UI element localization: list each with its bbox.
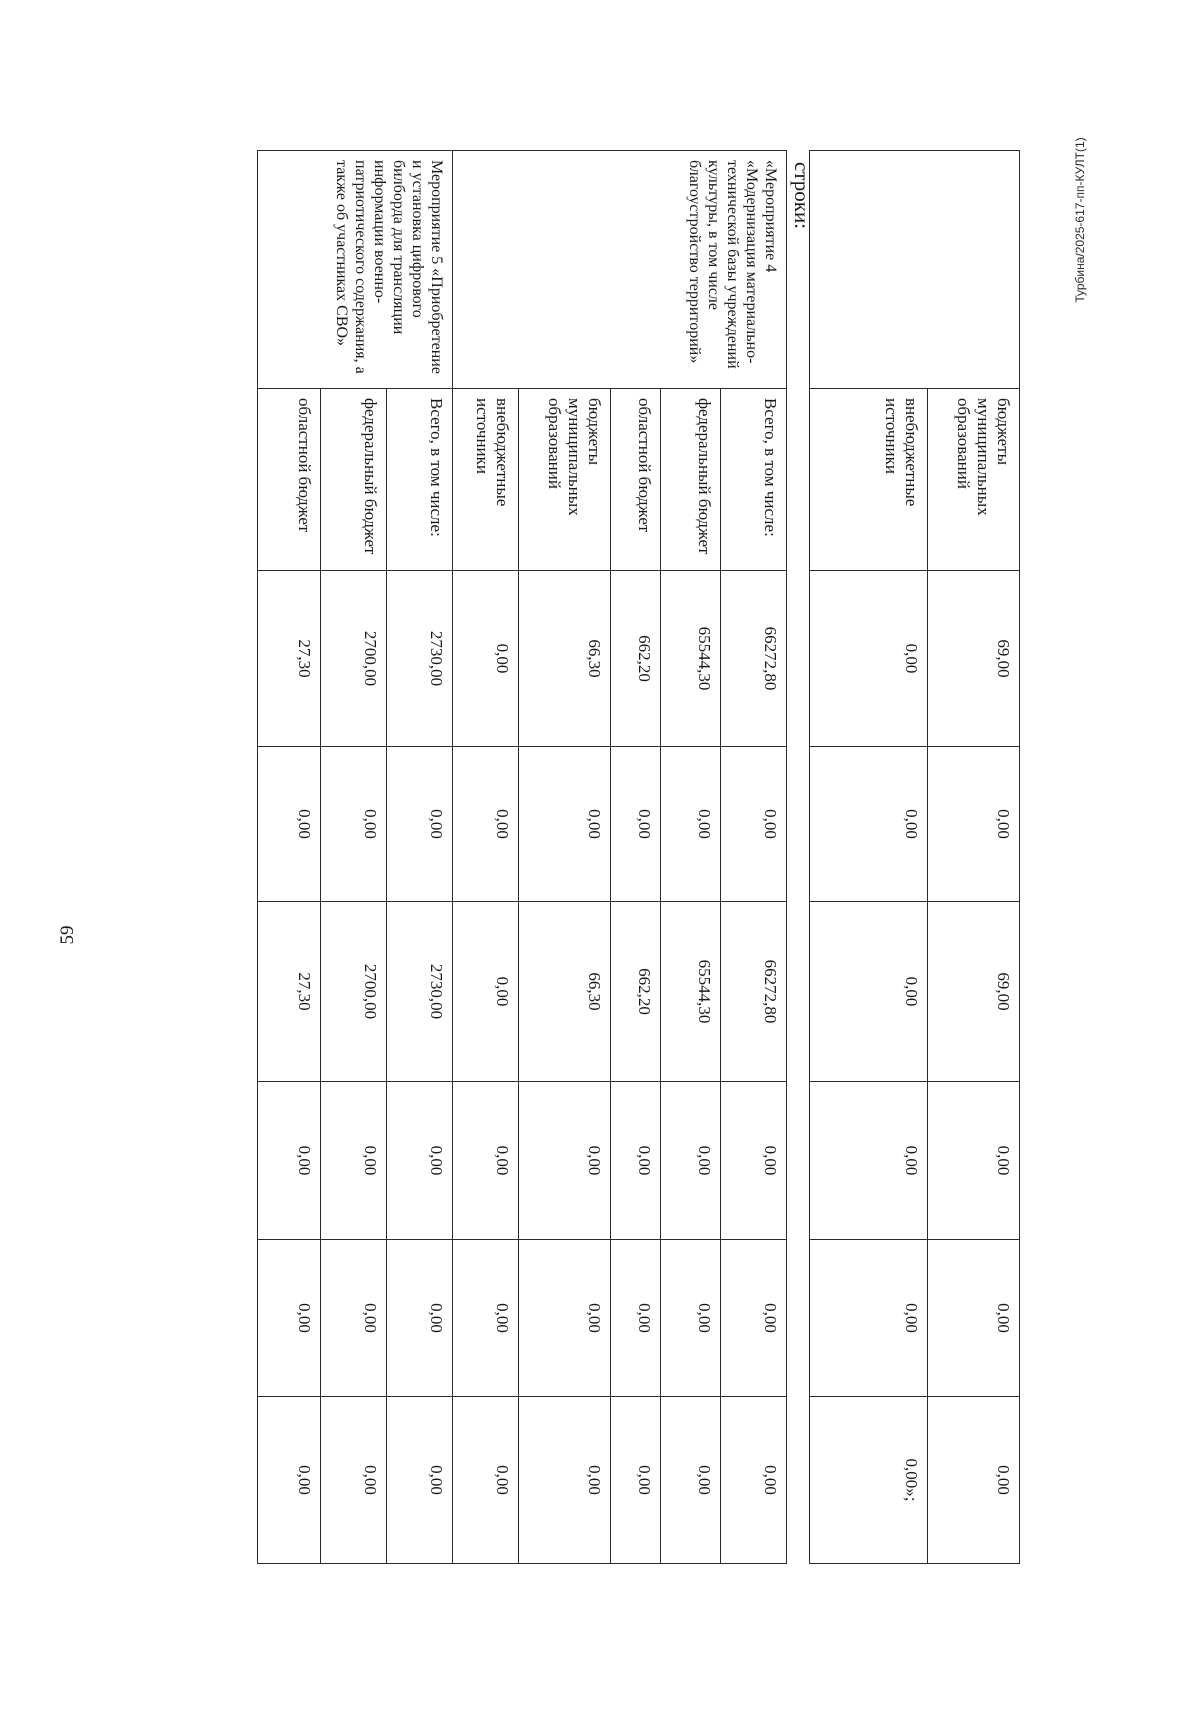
value-cell: 0,00 bbox=[258, 1082, 321, 1240]
event-cell bbox=[810, 151, 1020, 389]
value-cell: 66272,80 bbox=[721, 571, 787, 747]
value-cell: 0,00 bbox=[810, 1240, 928, 1397]
value-cell: 0,00 bbox=[387, 1240, 453, 1397]
value-cell: 0,00 bbox=[387, 1082, 453, 1240]
value-cell: 69,00 bbox=[928, 571, 1020, 747]
value-cell: 0,00 bbox=[721, 1082, 787, 1240]
value-cell: 0,00 bbox=[928, 1397, 1020, 1564]
value-cell: 0,00 bbox=[519, 1397, 611, 1564]
value-cell: 0,00»; bbox=[810, 1397, 928, 1564]
value-cell: 0,00 bbox=[611, 1240, 661, 1397]
value-cell: 0,00 bbox=[611, 747, 661, 902]
value-cell: 0,00 bbox=[721, 747, 787, 902]
funding-source-cell: внебюджетные источники bbox=[810, 389, 928, 571]
funding-source-cell: федеральный бюджет bbox=[321, 389, 387, 571]
value-cell: 0,00 bbox=[258, 1240, 321, 1397]
event-cell: Мероприятие 5 «Приобретение и установка цифрового билборда для трансляции информации военно-патриотического содержания, а также об участниках СВО» bbox=[258, 151, 453, 389]
value-cell: 0,00 bbox=[321, 1082, 387, 1240]
value-cell: 0,00 bbox=[661, 1082, 721, 1240]
bottom-table-body bbox=[258, 151, 787, 1661]
document-code: Турбина/2025-617-пп-КУЛТ(1) bbox=[1073, 137, 1087, 303]
value-cell: 0,00 bbox=[810, 747, 928, 902]
value-cell: 0,00 bbox=[519, 747, 611, 902]
funding-source-cell: федеральный бюджет bbox=[661, 389, 721, 571]
value-cell: 0,00 bbox=[611, 1082, 661, 1240]
value-cell: 2700,00 bbox=[321, 571, 387, 747]
funding-source-cell: Всего, в том числе: bbox=[387, 389, 453, 571]
value-cell: 0,00 bbox=[928, 1082, 1020, 1240]
value-cell: 27,30 bbox=[258, 902, 321, 1082]
value-cell: 0,00 bbox=[258, 1397, 321, 1564]
value-cell: 0,00 bbox=[810, 571, 928, 747]
value-cell: 0,00 bbox=[721, 1240, 787, 1397]
value-cell: 2730,00 bbox=[387, 571, 453, 747]
value-cell: 0,00 bbox=[453, 571, 519, 747]
value-cell: 0,00 bbox=[321, 747, 387, 902]
value-cell: 0,00 bbox=[519, 1082, 611, 1240]
bottom-table bbox=[257, 150, 787, 1661]
value-cell: 0,00 bbox=[810, 902, 928, 1082]
value-cell: 0,00 bbox=[810, 1082, 928, 1240]
event-cell: «Мероприятие 4 «Модернизация материально-технической базы учреждений культуры, в том числе благоустройство территорий» bbox=[453, 151, 787, 389]
value-cell: 66,30 bbox=[519, 902, 611, 1082]
value-cell: 0,00 bbox=[453, 902, 519, 1082]
value-cell: 0,00 bbox=[721, 1397, 787, 1564]
funding-source-cell: бюджеты муниципальных образований bbox=[928, 389, 1020, 571]
funding-source-cell: внебюджетные источники bbox=[453, 389, 519, 571]
value-cell: 0,00 bbox=[321, 1240, 387, 1397]
table-row bbox=[928, 151, 1020, 1661]
value-cell: 0,00 bbox=[453, 747, 519, 902]
value-cell: 0,00 bbox=[387, 747, 453, 902]
value-cell: 65544,30 bbox=[661, 571, 721, 747]
value-cell: 66272,80 bbox=[721, 902, 787, 1082]
value-cell: 0,00 bbox=[661, 1397, 721, 1564]
value-cell: 0,00 bbox=[387, 1397, 453, 1564]
table-row bbox=[387, 151, 453, 1661]
rotated-page-content bbox=[160, 150, 1020, 1660]
funding-source-cell: бюджеты муниципальных образований bbox=[519, 389, 611, 571]
value-cell: 0,00 bbox=[321, 1397, 387, 1564]
funding-source-cell: областной бюджет bbox=[611, 389, 661, 571]
value-cell: 662,20 bbox=[611, 902, 661, 1082]
funding-source-cell: Всего, в том числе: bbox=[721, 389, 787, 571]
value-cell: 0,00 bbox=[661, 747, 721, 902]
value-cell: 0,00 bbox=[453, 1397, 519, 1564]
value-cell: 2700,00 bbox=[321, 902, 387, 1082]
value-cell: 0,00 bbox=[611, 1397, 661, 1564]
value-cell: 66,30 bbox=[519, 571, 611, 747]
value-cell: 0,00 bbox=[453, 1240, 519, 1397]
value-cell: 0,00 bbox=[258, 747, 321, 902]
value-cell: 0,00 bbox=[928, 747, 1020, 902]
top-table-body bbox=[810, 151, 1020, 1661]
section-label: строки: bbox=[790, 162, 814, 230]
value-cell: 27,30 bbox=[258, 571, 321, 747]
value-cell: 65544,30 bbox=[661, 902, 721, 1082]
value-cell: 0,00 bbox=[519, 1240, 611, 1397]
top-table bbox=[809, 150, 1020, 1661]
funding-source-cell: областной бюджет bbox=[258, 389, 321, 571]
value-cell: 0,00 bbox=[453, 1082, 519, 1240]
value-cell: 0,00 bbox=[661, 1240, 721, 1397]
value-cell: 0,00 bbox=[928, 1240, 1020, 1397]
page-number: 59 bbox=[57, 925, 78, 945]
value-cell: 662,20 bbox=[611, 571, 661, 747]
value-cell: 69,00 bbox=[928, 902, 1020, 1082]
table-row bbox=[721, 151, 787, 1661]
value-cell: 2730,00 bbox=[387, 902, 453, 1082]
